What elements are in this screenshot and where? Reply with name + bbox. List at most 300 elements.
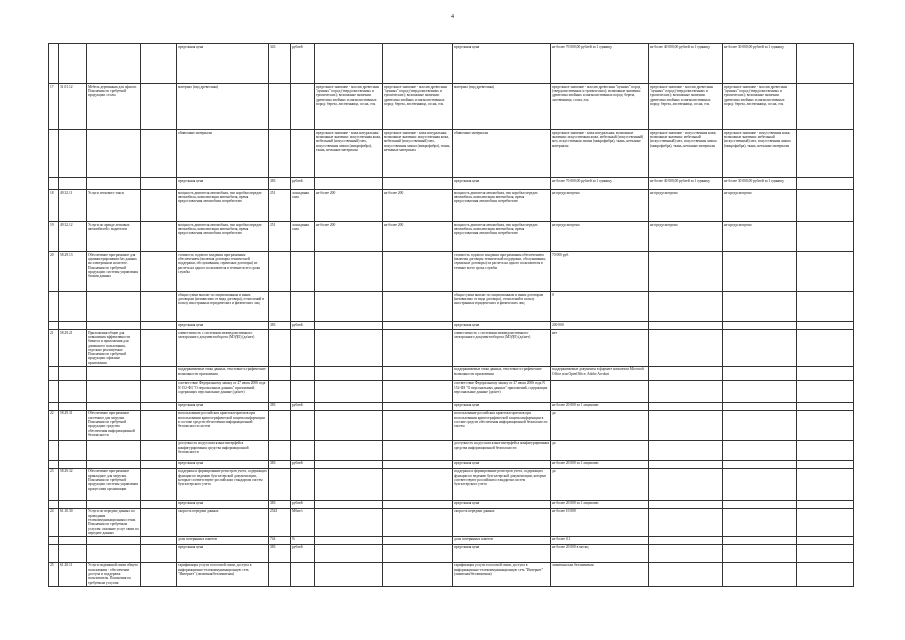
characteristic-2-cell: мощность двигателя автомобиля, тип коробки передач автомобиля, комплектация автомобиля, время предоставления автомобиля потребителю xyxy=(453,190,551,222)
characteristic-2-cell: скорость передачи данных xyxy=(453,508,551,536)
okpd-code-cell xyxy=(59,366,87,380)
product-name-cell xyxy=(87,366,141,380)
value-1-cell: предельное значение - кожа натуральная; возможные значения: искусственная кожа, мебельный (искусственный) мех, искусственная замша (микрофибра), ткань, нетканые материалы xyxy=(551,130,649,178)
okpd-code-cell xyxy=(59,44,87,84)
limit-value-2-cell xyxy=(383,536,453,544)
unit-name-cell: рублей xyxy=(291,178,315,190)
table-row xyxy=(49,44,854,84)
unit-name-cell: рублей xyxy=(291,402,315,410)
product-name-cell xyxy=(87,292,141,322)
product-name-cell: Обеспечение программное для администрирования баз данных на электронном носителе. Пояснения по требуемой продукции: системы управления базами данных xyxy=(87,252,141,292)
okpd-code-cell: 58.29.32 xyxy=(59,468,87,500)
table-row xyxy=(49,468,854,500)
okpd-code-cell xyxy=(59,402,87,410)
value-1-cell: не более 20 000 в месяц xyxy=(551,544,649,562)
unit-name-cell: лошадиная сила xyxy=(291,222,315,252)
characteristic-cell: предельная цена xyxy=(177,402,269,410)
unit-name-cell: лошадиная сила xyxy=(291,190,315,222)
unit-name-cell xyxy=(291,84,315,130)
table-row xyxy=(49,536,854,544)
value-1-cell: не более 20 000 за 1 лицензию xyxy=(551,500,649,508)
product-name-cell xyxy=(87,44,141,84)
limit-value-1-cell xyxy=(315,460,383,468)
limit-value-2-cell xyxy=(383,252,453,292)
value-2-cell xyxy=(649,440,723,460)
unit-code-cell: 383 xyxy=(269,322,291,330)
product-name-cell xyxy=(87,500,141,508)
unit-code-cell: 383 xyxy=(269,402,291,410)
value-3-cell xyxy=(723,330,797,367)
reference-cell xyxy=(141,190,177,222)
value-3-cell xyxy=(723,252,797,292)
limit-value-1-cell xyxy=(315,508,383,536)
characteristic-2-cell: предельная цена xyxy=(453,544,551,562)
value-2-cell xyxy=(649,322,723,330)
reference-cell xyxy=(141,380,177,402)
product-name-cell: Услуги легкового такси xyxy=(87,190,141,222)
reference-cell xyxy=(141,500,177,508)
row-number-cell xyxy=(49,130,59,178)
limit-value-1-cell: предельное значение - кожа натуральная; возможные значения: искусственная кожа, мебельный (искусственный) мех, искусственная замша (микрофибра), ткань, нетканые материалы xyxy=(315,130,383,178)
unit-name-cell xyxy=(291,130,315,178)
row-number-cell: 18 xyxy=(49,190,59,222)
reference-cell xyxy=(141,84,177,130)
value-1-cell: не предусмотрено xyxy=(551,222,649,252)
row-number-cell: 22 xyxy=(49,410,59,440)
value-2-cell xyxy=(649,508,723,536)
okpd-code-cell: 61.10.30 xyxy=(59,508,87,536)
row-number-cell xyxy=(49,460,59,468)
unit-code-cell: 251 xyxy=(269,222,291,252)
limit-value-1-cell xyxy=(315,44,383,84)
row-number-cell xyxy=(49,536,59,544)
row-number-cell xyxy=(49,322,59,330)
value-1-cell: да xyxy=(551,440,649,460)
unit-name-cell xyxy=(291,330,315,367)
limit-value-1-cell xyxy=(315,322,383,330)
characteristic-2-cell: предельная цена xyxy=(453,322,551,330)
value-2-cell: не предусмотрено xyxy=(649,222,723,252)
okpd-code-cell xyxy=(59,460,87,468)
limit-value-1-cell: не более 200 xyxy=(315,190,383,222)
characteristic-2-cell: обивочные материалы xyxy=(453,130,551,178)
characteristic-cell: тарификация услуги голосовой связи, доступа в информационно-телекоммуникационную сеть "Интернет" (лимитная/безлимитная) xyxy=(177,562,269,586)
value-2-cell xyxy=(649,292,723,322)
value-3-cell xyxy=(723,544,797,562)
value-2-cell xyxy=(649,380,723,402)
table-row xyxy=(49,508,854,536)
value-3-cell: не более 30 000,00 рублей за 1 единицу xyxy=(723,44,797,84)
row-number-cell xyxy=(49,44,59,84)
limit-value-1-cell xyxy=(315,402,383,410)
limit-value-2-cell xyxy=(383,322,453,330)
notes-cell xyxy=(797,178,854,190)
table-row xyxy=(49,366,854,380)
notes-cell xyxy=(797,84,854,130)
characteristic-2-cell: стоимость годового владения программным обеспечением (включая договоры технической поддержки, обслуживания, сервисные договоры) из расчета на одного пользователя в течение всего срока службы xyxy=(453,252,551,292)
limit-value-2-cell: предельное значение - массив древесины "ценных" пород (твердолиственных и тропических); возможные значения: древесина хвойных и мягколиственных пород: береза, лиственница, сосна, ель xyxy=(383,84,453,130)
okpd-code-cell: 49.32.11 xyxy=(59,190,87,222)
characteristic-cell: предельная цена xyxy=(177,544,269,562)
limit-value-2-cell xyxy=(383,402,453,410)
limit-value-1-cell xyxy=(315,500,383,508)
row-number-cell xyxy=(49,178,59,190)
value-1-cell: не более 70 000,00 рублей за 1 единицу xyxy=(551,178,649,190)
notes-cell xyxy=(797,190,854,222)
value-2-cell xyxy=(649,252,723,292)
characteristic-cell: скорость передачи данных xyxy=(177,508,269,536)
characteristic-2-cell: использование российских криптоалгоритмов при использовании криптографической защиты информации в составе средств обеспечения информационной безопасности систем xyxy=(453,410,551,440)
value-2-cell: предельное значение - искусственная кожа; возможные значения: мебельный (искусственный) мех, искусственная замша (микрофибра), ткань, нетканые материалы xyxy=(649,130,723,178)
value-1-cell: 200 000 xyxy=(551,322,649,330)
product-name-cell xyxy=(87,380,141,402)
product-name-cell: Услуги подвижной связи общего пользования - обеспечение доступа и поддержка пользователя. Пояснения по требуемым услугам: xyxy=(87,562,141,586)
limit-value-2-cell xyxy=(383,460,453,468)
table-row xyxy=(49,440,854,460)
notes-cell xyxy=(797,410,854,440)
row-number-cell: 19 xyxy=(49,222,59,252)
unit-name-cell: рублей xyxy=(291,322,315,330)
notes-cell xyxy=(797,252,854,292)
characteristic-cell: использование российских криптоалгоритмов при использовании криптографической защиты информации в составе средств обеспечения информационной безопасности систем xyxy=(177,410,269,440)
characteristic-cell: совместимость с системами межведомственного электронного документооборота (МЭДО) (да/нет) xyxy=(177,330,269,367)
unit-name-cell: рублей xyxy=(291,544,315,562)
unit-code-cell: 383 xyxy=(269,178,291,190)
notes-cell xyxy=(797,292,854,322)
unit-code-cell xyxy=(269,130,291,178)
limit-value-2-cell xyxy=(383,44,453,84)
product-name-cell xyxy=(87,544,141,562)
unit-name-cell xyxy=(291,410,315,440)
value-3-cell xyxy=(723,410,797,440)
table-row xyxy=(49,544,854,562)
value-2-cell xyxy=(649,562,723,586)
table-row xyxy=(49,380,854,402)
characteristic-2-cell: поддержка и формирование регистров учета, содержащих функции по ведению бухгалтерской документации, которые соответствуют российским стандартам систем бухгалтерского учета xyxy=(453,468,551,500)
product-name-cell: Услуги по аренде легковых автомобилей с водителем xyxy=(87,222,141,252)
value-1-cell: да xyxy=(551,468,649,500)
reference-cell xyxy=(141,322,177,330)
table-row xyxy=(49,410,854,440)
reference-cell xyxy=(141,330,177,367)
limit-value-1-cell xyxy=(315,292,383,322)
characteristic-cell: обивочные материалы xyxy=(177,130,269,178)
unit-name-cell xyxy=(291,440,315,460)
unit-name-cell: рублей xyxy=(291,500,315,508)
limit-value-1-cell xyxy=(315,366,383,380)
unit-code-cell xyxy=(269,292,291,322)
reference-cell xyxy=(141,468,177,500)
notes-cell xyxy=(797,508,854,536)
value-2-cell xyxy=(649,536,723,544)
value-1-cell: 0 xyxy=(551,292,649,322)
value-1-cell: нет xyxy=(551,330,649,367)
okpd-code-cell xyxy=(59,536,87,544)
characteristic-cell: стоимость годового владения программным обеспечением (включая договоры технической поддержки, обслуживания, сервисные договоры) из расчета на одного пользователя в течение всего срока службы xyxy=(177,252,269,292)
value-3-cell xyxy=(723,460,797,468)
value-1-cell: не более 0,1 xyxy=(551,536,649,544)
product-name-cell xyxy=(87,460,141,468)
limit-value-1-cell xyxy=(315,562,383,586)
unit-code-cell: 383 xyxy=(269,544,291,562)
value-1-cell: лимитная или безлимитная xyxy=(551,562,649,586)
row-number-cell xyxy=(49,402,59,410)
limit-value-2-cell xyxy=(383,544,453,562)
characteristic-2-cell: поддерживаемые типы данных, текстовые и графические возможности приложения xyxy=(453,366,551,380)
value-2-cell xyxy=(649,410,723,440)
characteristic-2-cell: тарификация услуги голосовой связи, доступа в информационно-телекоммуникационную сеть "Интернет" (лимитная/безлимитная) xyxy=(453,562,551,586)
value-2-cell: не более 40 000,00 рублей за 1 единицу xyxy=(649,44,723,84)
limit-value-2-cell xyxy=(383,292,453,322)
unit-code-cell xyxy=(269,330,291,367)
value-3-cell: не более 30 000,00 рублей за 1 единицу xyxy=(723,178,797,190)
limit-value-1-cell xyxy=(315,410,383,440)
characteristic-cell: предельная цена xyxy=(177,44,269,84)
value-3-cell xyxy=(723,322,797,330)
unit-code-cell xyxy=(269,440,291,460)
reference-cell xyxy=(141,252,177,292)
value-1-cell: 70 000 руб. xyxy=(551,252,649,292)
reference-cell xyxy=(141,402,177,410)
reference-cell xyxy=(141,130,177,178)
limit-value-1-cell xyxy=(315,252,383,292)
table-row xyxy=(49,222,854,252)
value-2-cell xyxy=(649,366,723,380)
characteristic-cell: поддержка и формирование регистров учета, содержащих функции по ведению бухгалтерской документации, которые соответствуют российским стандартам систем бухгалтерского учета xyxy=(177,468,269,500)
characteristic-2-cell: мощность двигателя автомобиля, тип коробки передач автомобиля, комплектация автомобиля, время предоставления автомобиля потребителю xyxy=(453,222,551,252)
characteristic-2-cell: доля потерянных пакетов xyxy=(453,536,551,544)
unit-name-cell xyxy=(291,380,315,402)
row-number-cell: 23 xyxy=(49,468,59,500)
okpd-code-cell: 49.32.12 xyxy=(59,222,87,252)
limit-value-2-cell xyxy=(383,178,453,190)
limit-value-1-cell xyxy=(315,178,383,190)
unit-name-cell xyxy=(291,468,315,500)
product-name-cell: Приложения общие для повышения эффективности бизнеса и приложения для домашнего пользования, отдельно реализуемые. Пояснения по требуемой продукции: офисные приложения xyxy=(87,330,141,367)
limit-value-1-cell xyxy=(315,536,383,544)
value-1-cell: поддерживаемые документы в формате комплекта Microsoft Office или OpenOffice, Adobe Acrobat xyxy=(551,366,649,380)
row-number-cell xyxy=(49,380,59,402)
unit-code-cell xyxy=(269,468,291,500)
value-2-cell xyxy=(649,500,723,508)
table-row xyxy=(49,330,854,367)
unit-code-cell xyxy=(269,366,291,380)
reference-cell xyxy=(141,410,177,440)
characteristic-cell: поддерживаемые типы данных, текстовые и графические возможности приложения xyxy=(177,366,269,380)
value-1-cell xyxy=(551,380,649,402)
unit-name-cell: рублей xyxy=(291,460,315,468)
characteristic-cell: мощность двигателя автомобиля, тип коробки передач автомобиля, комплектация автомобиля, время предоставления автомобиля потребителю xyxy=(177,190,269,222)
notes-cell xyxy=(797,460,854,468)
table-body xyxy=(49,44,854,587)
unit-code-cell xyxy=(269,562,291,586)
okpd-code-cell xyxy=(59,178,87,190)
value-1-cell: да xyxy=(551,410,649,440)
limit-value-2-cell xyxy=(383,500,453,508)
limit-value-1-cell xyxy=(315,330,383,367)
value-1-cell: не более 20 000 за 1 лицензию xyxy=(551,402,649,410)
notes-cell xyxy=(797,536,854,544)
okpd-code-cell xyxy=(59,380,87,402)
limit-value-2-cell: не более 200 xyxy=(383,190,453,222)
okpd-code-cell: 61.20.11 xyxy=(59,562,87,586)
notes-cell xyxy=(797,380,854,402)
table-row xyxy=(49,322,854,330)
table-row xyxy=(49,130,854,178)
value-2-cell: не предусмотрено xyxy=(649,190,723,222)
unit-code-cell: 383 xyxy=(269,460,291,468)
product-name-cell: Услуги по передаче данных по проводным телекоммуникационным сетям. Пояснения по требуемым услугам: оказание услуг связи по передаче данных xyxy=(88,509,139,535)
limit-value-1-cell xyxy=(315,544,383,562)
reference-cell xyxy=(141,508,177,536)
row-number-cell xyxy=(49,366,59,380)
characteristic-cell: мощность двигателя автомобиля, тип коробки передач автомобиля, комплектация автомобиля, время предоставления автомобиля потребителю xyxy=(177,222,269,252)
value-3-cell: предельное значение - искусственная кожа; возможные значения: мебельный (искусственный) мех, искусственная замша (микрофибра), ткань, нетканые материалы xyxy=(723,130,797,178)
value-2-cell: предельное значение - массив древесины "ценных" пород (твердолиственных и тропических); возможные значения: древесина хвойных и мягколиственных пород: береза, лиственница, сосна, ель xyxy=(649,84,723,130)
value-3-cell: не предусмотрено xyxy=(723,222,797,252)
unit-name-cell xyxy=(291,292,315,322)
limit-value-2-cell: предельное значение - кожа натуральная; возможные значения: искусственная кожа, мебельный (искусственный) мех, искусственная замша (микрофибра), ткань, нетканые материалы xyxy=(383,130,453,178)
limit-value-1-cell: предельное значение - массив древесины "ценных" пород (твердолиственных и тропических); возможные значения: древесина хвойных и мягколиственных пород: береза, лиственница, сосна, ель xyxy=(315,84,383,130)
notes-cell xyxy=(797,500,854,508)
unit-code-cell: 383 xyxy=(269,500,291,508)
notes-cell xyxy=(797,544,854,562)
product-name-cell xyxy=(87,130,141,178)
limit-value-2-cell xyxy=(383,380,453,402)
unit-code-cell: 343 xyxy=(269,44,291,84)
unit-code-cell: 251 xyxy=(269,190,291,222)
unit-name-cell xyxy=(291,366,315,380)
value-3-cell xyxy=(723,366,797,380)
table-row xyxy=(49,500,854,508)
requirements-table xyxy=(48,43,854,587)
value-3-cell xyxy=(723,562,797,586)
row-number-cell: 21 xyxy=(49,330,59,367)
value-2-cell xyxy=(649,330,723,367)
value-3-cell xyxy=(723,440,797,460)
table-row xyxy=(49,402,854,410)
product-name-cell xyxy=(87,536,141,544)
characteristic-cell: предельная цена xyxy=(177,460,269,468)
characteristic-2-cell: общая сумма выплат по лицензионным и иным договорам (независимо от вида договора), отчислений в пользу иностранных юридических и физических лиц xyxy=(453,292,551,322)
unit-name-cell: % xyxy=(291,536,315,544)
notes-cell xyxy=(797,330,854,367)
characteristic-2-cell: предельная цена xyxy=(453,178,551,190)
product-name-cell xyxy=(87,322,141,330)
product-name-cell xyxy=(87,440,141,460)
characteristic-2-cell: предельная цена xyxy=(453,460,551,468)
characteristic-cell: доступность на русском языке интерфейса конфигурирования средства информационной безопасности xyxy=(177,440,269,460)
unit-code-cell xyxy=(269,380,291,402)
characteristic-cell: предельная цена xyxy=(177,500,269,508)
product-name-cell: Обеспечение программное прикладное для загрузки. Пояснения по требуемой продукции: системы управления процессами организации xyxy=(87,468,141,500)
characteristic-2-cell: материал (вид древесины) xyxy=(453,84,551,130)
limit-value-2-cell xyxy=(383,468,453,500)
characteristic-2-cell: совместимость с системами межведомственного электронного документооборота (МЭДО) (да/нет) xyxy=(453,330,551,367)
value-3-cell xyxy=(723,500,797,508)
characteristic-cell: предельная цена xyxy=(177,178,269,190)
reference-cell xyxy=(141,562,177,586)
okpd-code-cell: 31.01.12 xyxy=(59,84,87,130)
unit-code-cell: 744 xyxy=(269,536,291,544)
row-number-cell xyxy=(49,440,59,460)
unit-code-cell xyxy=(269,84,291,130)
limit-value-2-cell: не более 200 xyxy=(383,222,453,252)
limit-value-2-cell xyxy=(383,410,453,440)
characteristic-cell: материал (вид древесины) xyxy=(177,84,269,130)
limit-value-2-cell xyxy=(383,508,453,536)
unit-name-cell: Мбит/с xyxy=(291,508,315,536)
value-1-cell: не более 20 000 за 1 лицензию xyxy=(551,460,649,468)
notes-cell xyxy=(797,322,854,330)
notes-cell xyxy=(797,468,854,500)
limit-value-1-cell xyxy=(315,440,383,460)
reference-cell xyxy=(141,536,177,544)
value-3-cell: предельное значение - массив древесины "ценных" пород (твердолиственных и тропических); возможные значения: древесина хвойных и мягколиственных пород: береза, лиственница, сосна, ель xyxy=(723,84,797,130)
reference-cell xyxy=(141,44,177,84)
value-2-cell xyxy=(649,468,723,500)
reference-cell xyxy=(141,440,177,460)
unit-code-cell xyxy=(269,252,291,292)
product-name-cell: Обеспечение программное системное для загрузки. Пояснения по требуемой продукции: средства обеспечения информационной безопасности xyxy=(87,410,141,440)
row-number-cell: 20 xyxy=(49,252,59,292)
reference-cell xyxy=(141,460,177,468)
okpd-code-cell xyxy=(59,544,87,562)
value-2-cell xyxy=(649,460,723,468)
reference-cell xyxy=(141,222,177,252)
unit-name-cell: рублей xyxy=(291,44,315,84)
unit-code-cell xyxy=(269,410,291,440)
table-row xyxy=(49,84,854,130)
reference-cell xyxy=(141,178,177,190)
row-number-cell xyxy=(49,544,59,562)
notes-cell xyxy=(797,402,854,410)
value-3-cell xyxy=(723,402,797,410)
notes-cell xyxy=(797,222,854,252)
okpd-code-cell xyxy=(59,440,87,460)
limit-value-2-cell xyxy=(383,330,453,367)
characteristic-2-cell: соответствие Федеральному закону от 27 июля 2006 года N 152-ФЗ "О персональных данных" приложений, содержащих персональные данные (да/нет) xyxy=(453,380,551,402)
value-3-cell xyxy=(723,292,797,322)
limit-value-1-cell xyxy=(315,380,383,402)
characteristic-cell: соответствие Федеральному закону от 27 июля 2006 года N 152-ФЗ "О персональных данных" приложений, содержащих персональные данные (да/нет) xyxy=(177,380,269,402)
okpd-code-cell xyxy=(59,130,87,178)
value-3-cell xyxy=(723,468,797,500)
row-number-cell: 25 xyxy=(49,562,59,586)
value-2-cell: не более 40 000,00 рублей за 1 единицу xyxy=(649,178,723,190)
table-row xyxy=(49,178,854,190)
value-1-cell: не более 10 000 xyxy=(551,508,649,536)
notes-cell xyxy=(797,440,854,460)
row-number-cell xyxy=(49,500,59,508)
limit-value-2-cell xyxy=(383,440,453,460)
okpd-code-cell: 58.29.21 xyxy=(59,330,87,367)
table-row xyxy=(49,562,854,586)
reference-cell xyxy=(141,544,177,562)
characteristic-cell: доля потерянных пакетов xyxy=(177,536,269,544)
value-3-cell: не предусмотрено xyxy=(723,190,797,222)
reference-cell xyxy=(141,292,177,322)
notes-cell xyxy=(797,44,854,84)
okpd-code-cell xyxy=(59,292,87,322)
characteristic-2-cell: доступность на русском языке интерфейса конфигурирования средства информационной безопасности xyxy=(453,440,551,460)
characteristic-2-cell: предельная цена xyxy=(453,44,551,84)
table-row xyxy=(49,252,854,292)
reference-cell xyxy=(141,366,177,380)
unit-name-cell xyxy=(291,562,315,586)
table-row xyxy=(49,292,854,322)
row-number-cell: 24 xyxy=(49,508,59,536)
